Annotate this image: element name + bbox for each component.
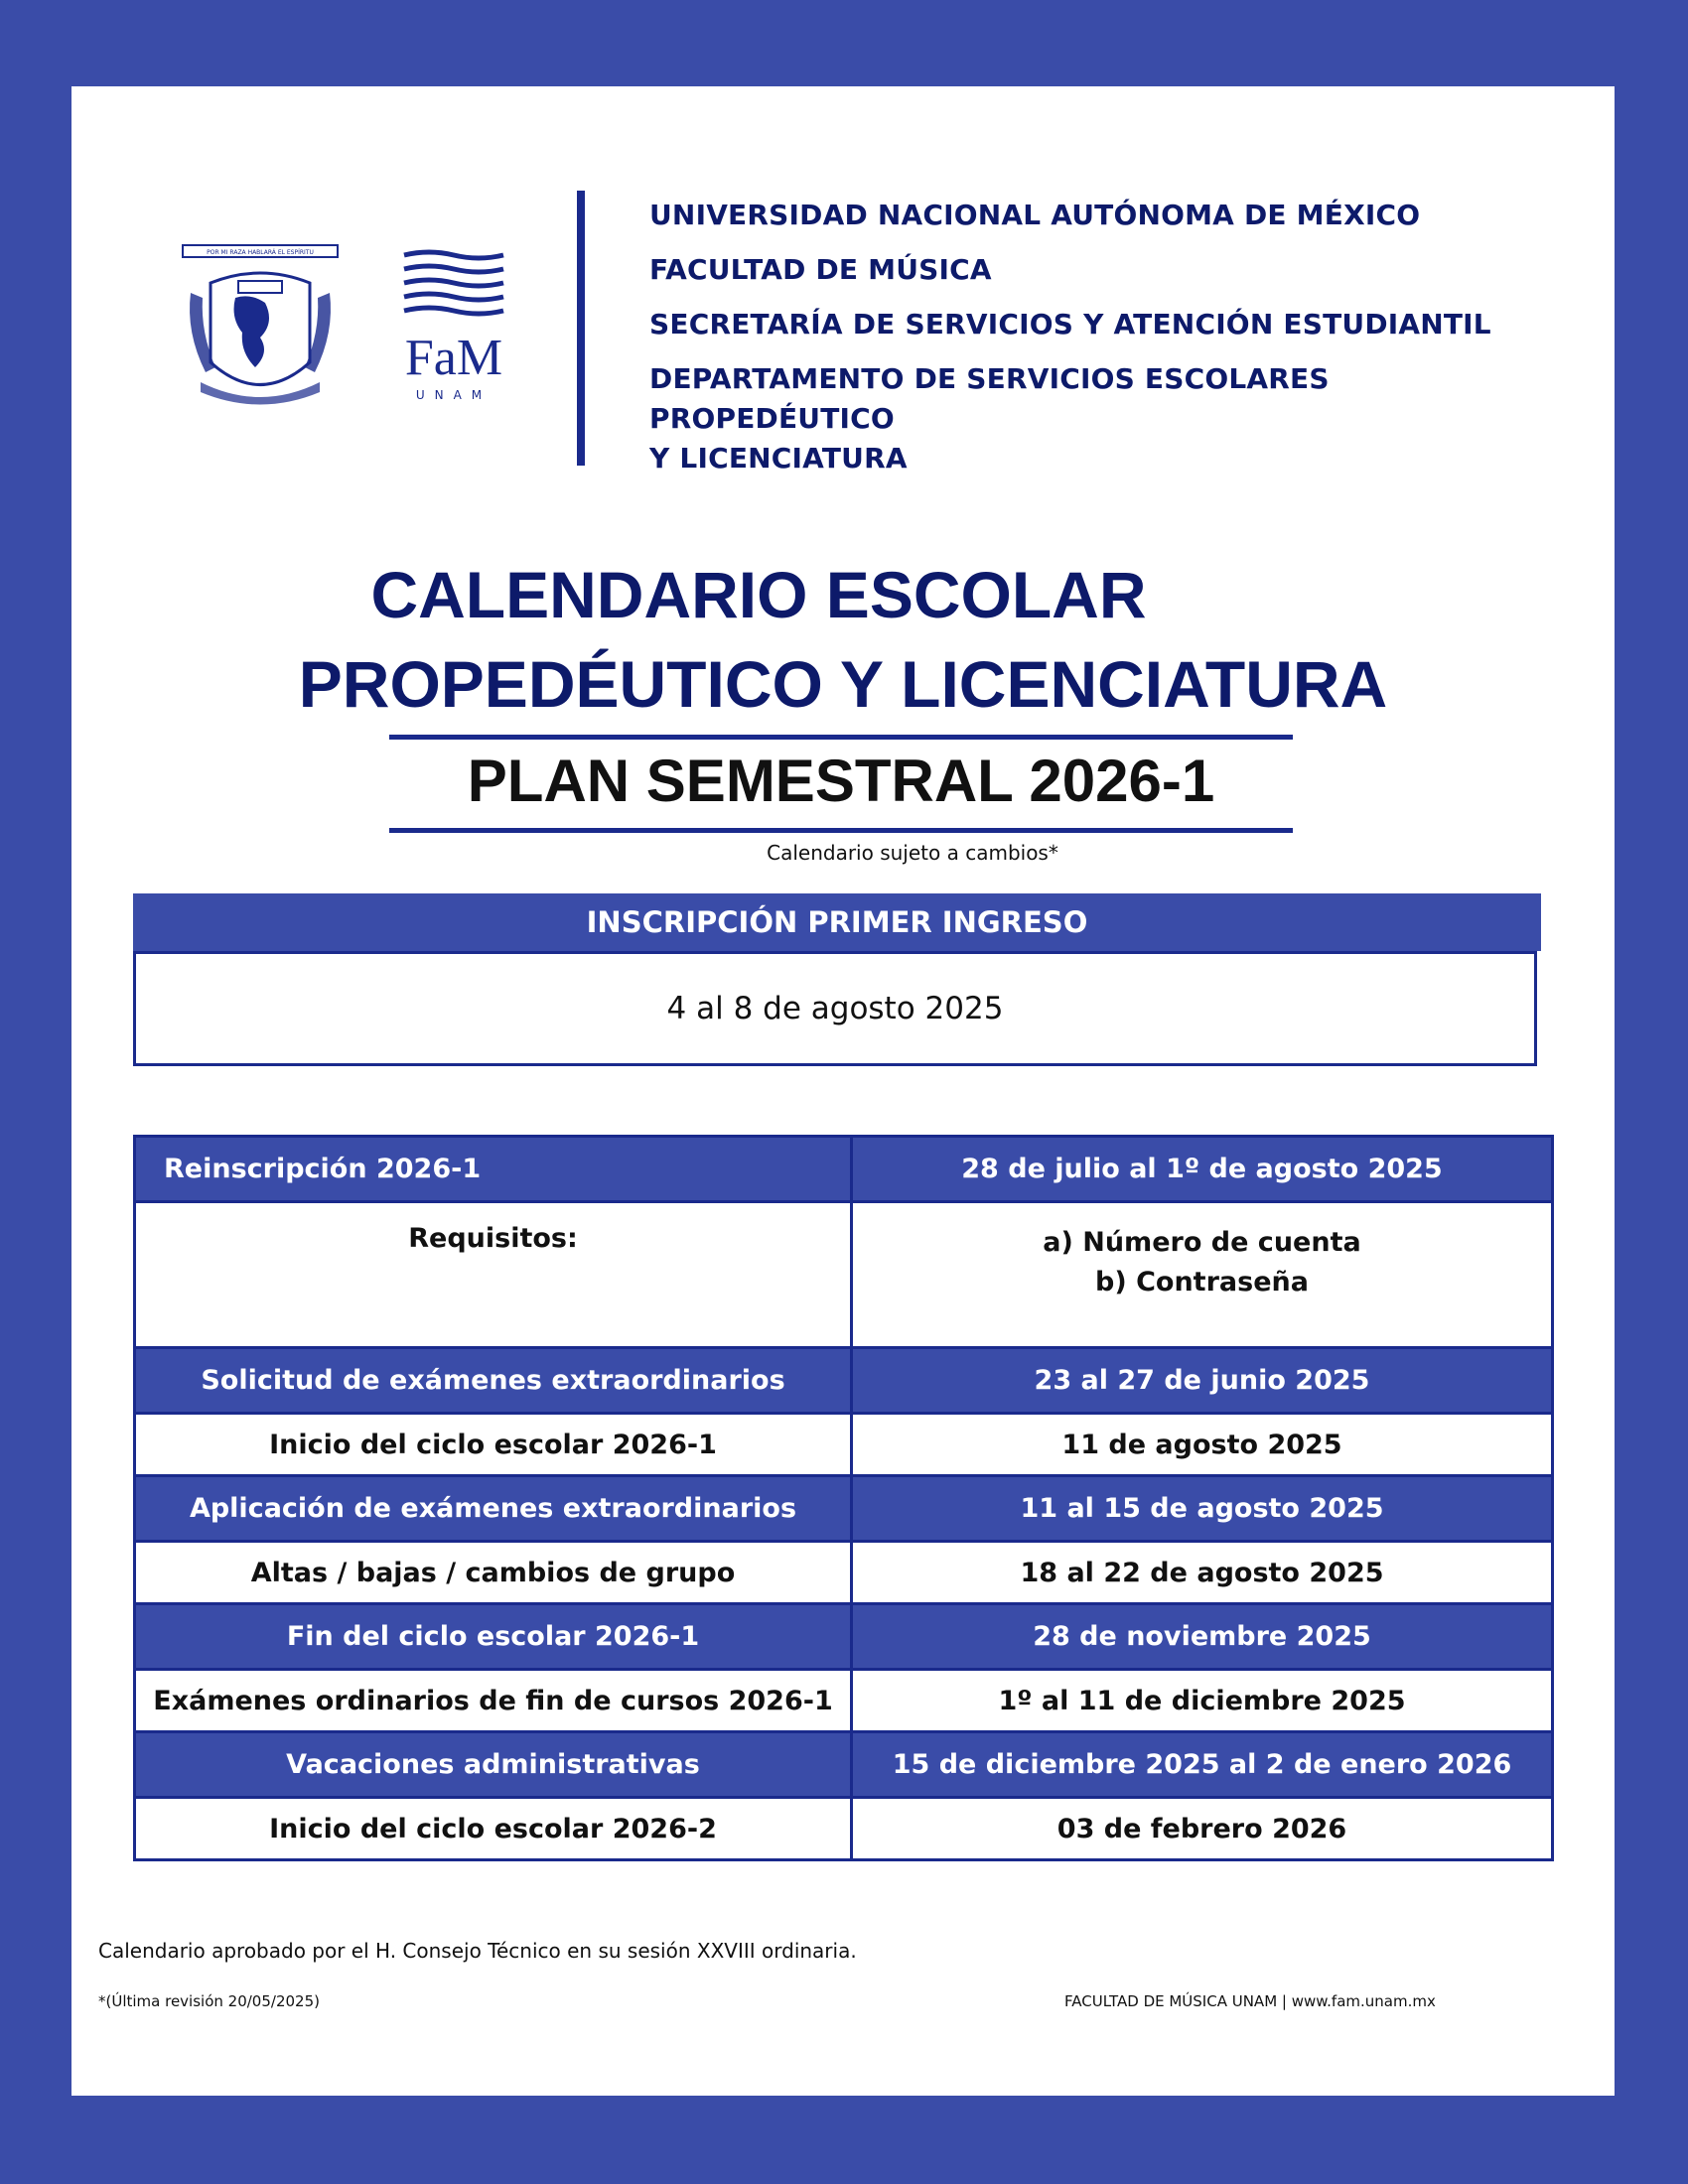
table-row — [135, 1604, 1553, 1670]
institution-block — [649, 196, 1563, 478]
row-dates: 11 de agosto 2025 — [852, 1414, 1553, 1476]
inscripcion-dates: 4 al 8 de agosto 2025 — [133, 951, 1537, 1066]
row-label: Aplicación de exámenes extraordinarios — [135, 1476, 852, 1542]
fam-logo — [399, 245, 508, 404]
row-dates: 11 al 15 de agosto 2025 — [852, 1476, 1553, 1542]
institution-line: SECRETARÍA DE SERVICIOS Y ATENCIÓN ESTUDIANTIL — [649, 308, 1491, 341]
requisito-a: a) Número de cuenta — [1043, 1227, 1361, 1258]
unam-seal-icon — [181, 243, 340, 412]
table-row — [135, 1414, 1553, 1476]
subject-to-change-note: Calendario sujeto a cambios* — [767, 841, 1058, 865]
row-dates: 18 al 22 de agosto 2025 — [852, 1542, 1553, 1604]
row-label: Inicio del ciclo escolar 2026-1 — [135, 1414, 852, 1476]
fam-logo-text: FaM — [404, 330, 503, 386]
row-label: Fin del ciclo escolar 2026-1 — [135, 1604, 852, 1670]
table-row — [135, 1670, 1553, 1732]
row-label: Altas / bajas / cambios de grupo — [135, 1542, 852, 1604]
table-row — [135, 1476, 1553, 1542]
row-label: Inicio del ciclo escolar 2026-2 — [135, 1798, 852, 1860]
calendar-page — [71, 86, 1615, 2096]
table-row — [135, 1202, 1553, 1348]
revision-note: *(Última revisión 20/05/2025) — [98, 1992, 320, 2010]
row-label: Solicitud de exámenes extraordinarios — [135, 1348, 852, 1414]
row-dates: 03 de febrero 2026 — [852, 1798, 1553, 1860]
fam-waves-icon — [399, 245, 508, 404]
table-row — [135, 1542, 1553, 1604]
institution-line: UNIVERSIDAD NACIONAL AUTÓNOMA DE MÉXICO — [649, 199, 1421, 231]
row-dates: 28 de noviembre 2025 — [852, 1604, 1553, 1670]
table-row — [135, 1348, 1553, 1414]
fam-logo-sub: UNAM — [415, 388, 492, 402]
title-rule-bottom — [389, 828, 1293, 833]
plan-title: PLAN SEMESTRAL 2026-1 — [467, 748, 1215, 814]
department-line-2: Y LICENCIATURA — [649, 442, 908, 475]
requisitos-label: Requisitos: — [135, 1202, 852, 1348]
row-dates: 28 de julio al 1º de agosto 2025 — [852, 1137, 1553, 1202]
table-row — [135, 1732, 1553, 1798]
department-line-1: DEPARTAMENTO DE SERVICIOS ESCOLARES PROPEDÉUTICO — [649, 362, 1330, 435]
table-row — [135, 1798, 1553, 1860]
page-title-line1: CALENDARIO ESCOLAR — [370, 558, 1147, 631]
requisito-b: b) Contraseña — [1095, 1267, 1309, 1297]
inscripcion-heading: INSCRIPCIÓN PRIMER INGRESO — [133, 893, 1541, 951]
header-divider — [577, 191, 585, 466]
approval-note: Calendario aprobado por el H. Consejo Técnico en su sesión XXVIII ordinaria. — [98, 1939, 857, 1963]
department-line — [649, 359, 1563, 478]
schedule-table — [133, 1135, 1554, 1861]
requisitos-values — [852, 1202, 1553, 1348]
row-label: Reinscripción 2026-1 — [135, 1137, 852, 1202]
row-dates: 1º al 11 de diciembre 2025 — [852, 1670, 1553, 1732]
unam-seal-text: POR MI RAZA HABLARÁ EL ESPÍRITU — [207, 249, 314, 256]
row-dates: 15 de diciembre 2025 al 2 de enero 2026 — [852, 1732, 1553, 1798]
site-footer: FACULTAD DE MÚSICA UNAM | www.fam.unam.mx — [1064, 1992, 1436, 2010]
institution-line: FACULTAD DE MÚSICA — [649, 253, 992, 286]
row-label: Exámenes ordinarios de fin de cursos 2026-1 — [135, 1670, 852, 1732]
page-title-line2: PROPEDÉUTICO Y LICENCIATURA — [298, 647, 1388, 721]
row-label: Vacaciones administrativas — [135, 1732, 852, 1798]
table-row — [135, 1137, 1553, 1202]
row-dates: 23 al 27 de junio 2025 — [852, 1348, 1553, 1414]
